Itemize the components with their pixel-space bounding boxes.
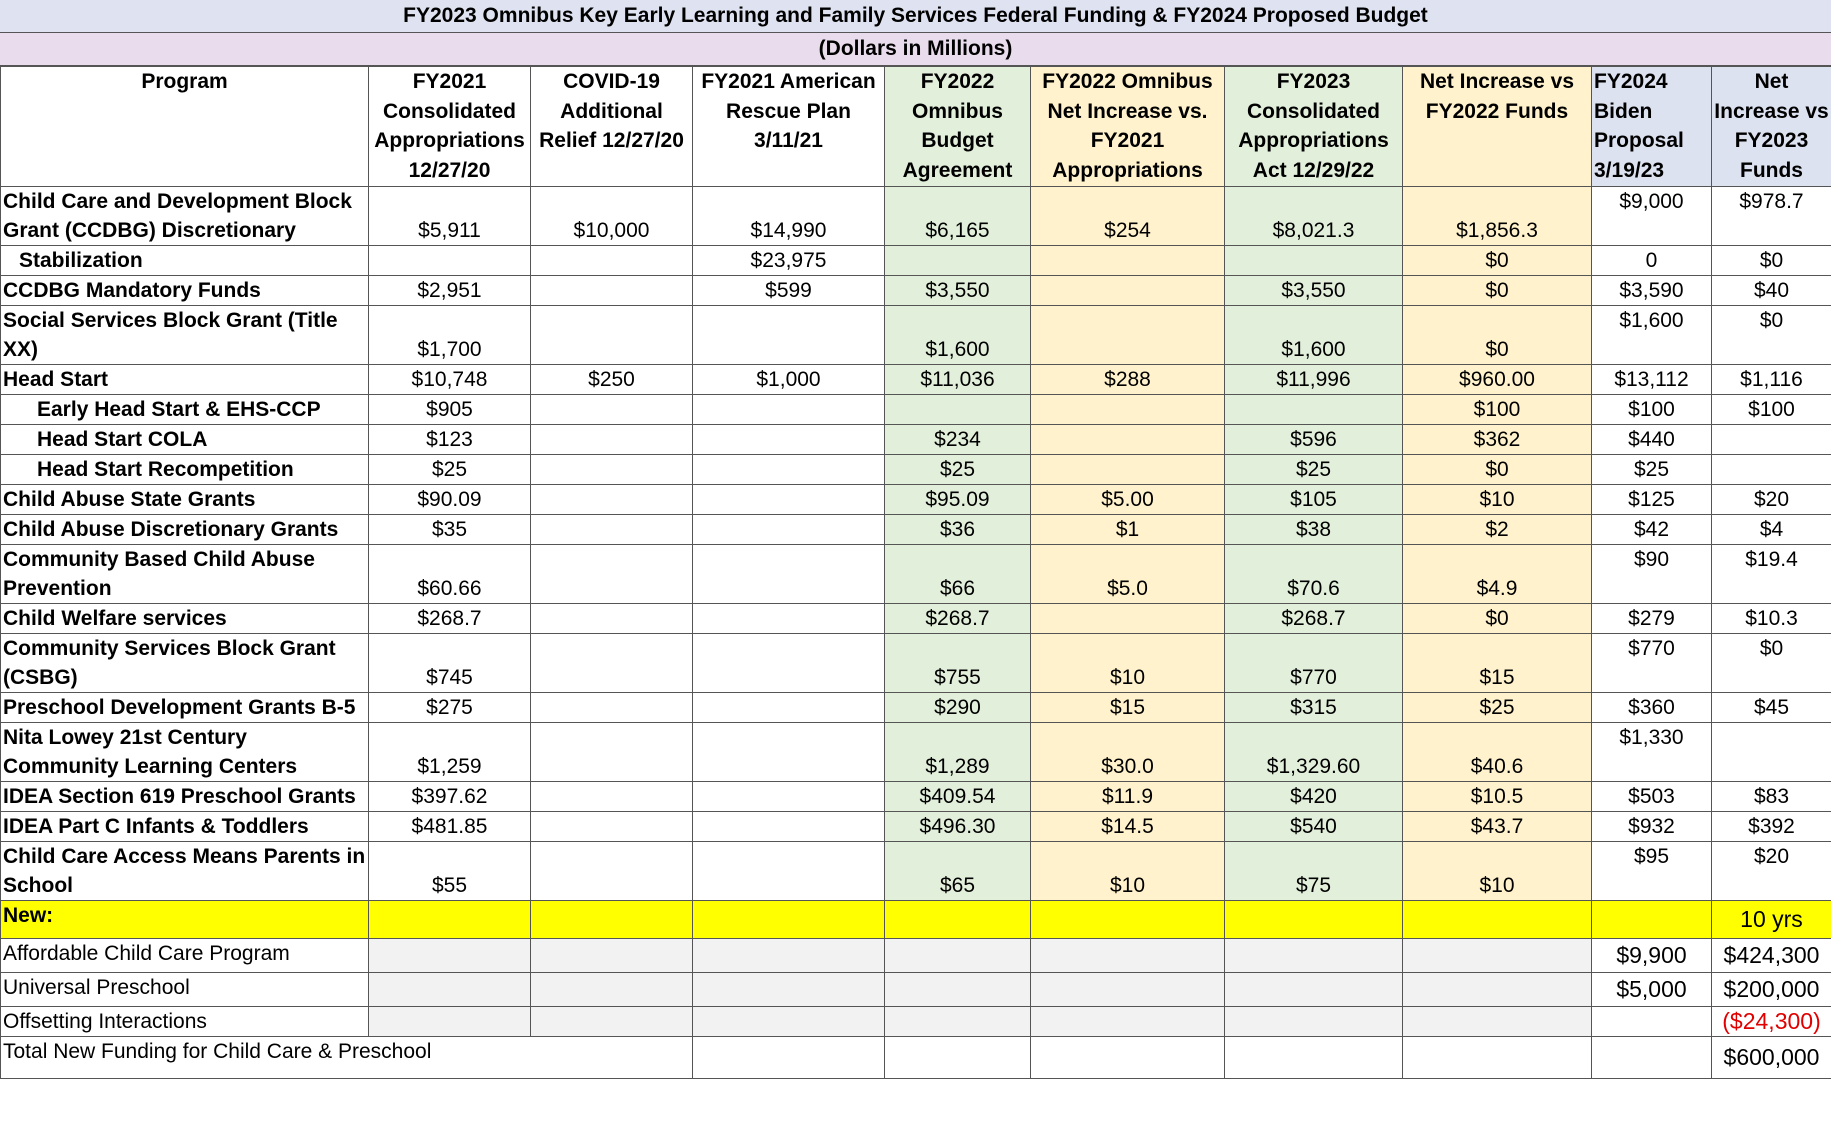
- header-fy2023-net[interactable]: Net Increase vs FY2022 Funds: [1403, 67, 1592, 187]
- cell-program[interactable]: Early Head Start & EHS-CCP: [1, 395, 369, 425]
- header-covid[interactable]: COVID-19 Additional Relief 12/27/20: [531, 67, 693, 187]
- cell-arp[interactable]: [693, 545, 885, 604]
- cell-fy2024[interactable]: $3,590: [1592, 276, 1712, 306]
- cell-program[interactable]: Child Welfare services: [1, 604, 369, 634]
- cell-arp[interactable]: [693, 306, 885, 365]
- cell-arp[interactable]: [693, 395, 885, 425]
- cell-covid[interactable]: [531, 455, 693, 485]
- new-section-period[interactable]: 10 yrs: [1712, 901, 1831, 939]
- cell-fy2021[interactable]: $905: [369, 395, 531, 425]
- cell-fy2023-net[interactable]: $4.9: [1403, 545, 1592, 604]
- cell-fy2022-net[interactable]: $1: [1031, 515, 1225, 545]
- empty-cell[interactable]: [885, 939, 1031, 973]
- cell-fy2022-net[interactable]: $254: [1031, 187, 1225, 246]
- cell-fy2021[interactable]: $25: [369, 455, 531, 485]
- cell-fy2024-net[interactable]: $0: [1712, 634, 1831, 693]
- cell-fy2022[interactable]: [885, 395, 1031, 425]
- empty-cell[interactable]: [1031, 973, 1225, 1007]
- cell-fy2021[interactable]: $2,951: [369, 276, 531, 306]
- empty-cell[interactable]: [1403, 973, 1592, 1007]
- cell-fy2024[interactable]: $503: [1592, 782, 1712, 812]
- cell-fy2024-net[interactable]: $0: [1712, 306, 1831, 365]
- cell-covid[interactable]: [531, 812, 693, 842]
- empty-cell[interactable]: [369, 973, 531, 1007]
- new-section-row: [1, 901, 1831, 939]
- cell-covid[interactable]: [531, 246, 693, 276]
- cell-fy2021[interactable]: [369, 246, 531, 276]
- cell-covid[interactable]: [531, 515, 693, 545]
- cell-fy2021[interactable]: $397.62: [369, 782, 531, 812]
- cell-fy2021[interactable]: $123: [369, 425, 531, 455]
- table-row: [1, 485, 1831, 515]
- header-fy2024[interactable]: FY2024 Biden Proposal 3/19/23: [1592, 67, 1712, 187]
- header-fy2022-net[interactable]: FY2022 Omnibus Net Increase vs. FY2021 Appropriations: [1031, 67, 1225, 187]
- cell-fy2024-net[interactable]: $0: [1712, 246, 1831, 276]
- empty-cell[interactable]: [369, 939, 531, 973]
- cell-fy2022-net[interactable]: $11.9: [1031, 782, 1225, 812]
- total-row: [1, 1037, 1831, 1079]
- cell-fy2023-net[interactable]: $10: [1403, 485, 1592, 515]
- cell-fy2022-net[interactable]: [1031, 455, 1225, 485]
- cell-fy2023-net[interactable]: $10: [1403, 842, 1592, 901]
- cell-fy2022[interactable]: [885, 246, 1031, 276]
- empty-cell[interactable]: [369, 1007, 531, 1037]
- empty-cell[interactable]: [1225, 1037, 1403, 1079]
- total-label[interactable]: Total New Funding for Child Care & Preschool: [1, 1037, 693, 1079]
- cell-fy2024[interactable]: $770: [1592, 634, 1712, 693]
- cell-fy2021[interactable]: $60.66: [369, 545, 531, 604]
- cell-fy2022[interactable]: $1,600: [885, 306, 1031, 365]
- cell-fy2024-net[interactable]: $20: [1712, 842, 1831, 901]
- cell-fy2024-net[interactable]: $10.3: [1712, 604, 1831, 634]
- cell-program[interactable]: Head Start COLA: [1, 425, 369, 455]
- cell-fy2024[interactable]: $9,900: [1592, 939, 1712, 973]
- cell-fy2022-net[interactable]: [1031, 604, 1225, 634]
- empty-cell[interactable]: [1031, 1037, 1225, 1079]
- cell-fy2023-net[interactable]: $0: [1403, 455, 1592, 485]
- cell-covid[interactable]: [531, 306, 693, 365]
- cell-fy2021[interactable]: $5,911: [369, 187, 531, 246]
- table-row: [1, 425, 1831, 455]
- cell-fy2023[interactable]: $70.6: [1225, 545, 1403, 604]
- table-row: [1, 395, 1831, 425]
- empty-cell[interactable]: [693, 973, 885, 1007]
- cell-fy2024-net[interactable]: $200,000: [1712, 973, 1831, 1007]
- cell-fy2024[interactable]: $13,112: [1592, 365, 1712, 395]
- cell-fy2023-net[interactable]: $362: [1403, 425, 1592, 455]
- cell-covid[interactable]: [531, 604, 693, 634]
- cell-fy2022[interactable]: $66: [885, 545, 1031, 604]
- empty-cell[interactable]: [885, 1037, 1031, 1079]
- cell-fy2024[interactable]: 0: [1592, 246, 1712, 276]
- empty-cell[interactable]: [1403, 901, 1592, 939]
- empty-cell[interactable]: [885, 1007, 1031, 1037]
- cell-fy2024-net[interactable]: $45: [1712, 693, 1831, 723]
- cell-arp[interactable]: [693, 842, 885, 901]
- table-title: FY2023 Omnibus Key Early Learning and Family Services Federal Funding & FY2024 Proposed Budget: [0, 0, 1831, 33]
- cell-arp[interactable]: [693, 485, 885, 515]
- cell-fy2024[interactable]: $90: [1592, 545, 1712, 604]
- cell-fy2023[interactable]: $11,996: [1225, 365, 1403, 395]
- cell-program[interactable]: Preschool Development Grants B-5: [1, 693, 369, 723]
- cell-program[interactable]: IDEA Section 619 Preschool Grants: [1, 782, 369, 812]
- cell-fy2024-net[interactable]: [1712, 723, 1831, 782]
- cell-fy2022-net[interactable]: $15: [1031, 693, 1225, 723]
- cell-fy2024-net[interactable]: $978.7: [1712, 187, 1831, 246]
- new-program-name[interactable]: Offsetting Interactions: [1, 1007, 369, 1037]
- cell-arp[interactable]: [693, 425, 885, 455]
- cell-fy2021[interactable]: $1,700: [369, 306, 531, 365]
- cell-arp[interactable]: [693, 812, 885, 842]
- table-row: [1, 693, 1831, 723]
- header-fy2024-net[interactable]: Net Increase vs FY2023 Funds: [1712, 67, 1831, 187]
- cell-fy2022-net[interactable]: $10: [1031, 842, 1225, 901]
- cell-fy2024-net[interactable]: $392: [1712, 812, 1831, 842]
- empty-cell[interactable]: [531, 973, 693, 1007]
- cell-covid[interactable]: [531, 842, 693, 901]
- cell-fy2021[interactable]: $55: [369, 842, 531, 901]
- cell-fy2024[interactable]: $360: [1592, 693, 1712, 723]
- table-row: [1, 515, 1831, 545]
- cell-fy2024-net[interactable]: $100: [1712, 395, 1831, 425]
- table-row: [1, 306, 1831, 365]
- cell-fy2023[interactable]: $596: [1225, 425, 1403, 455]
- table-row: [1, 455, 1831, 485]
- empty-cell[interactable]: [1031, 901, 1225, 939]
- cell-covid[interactable]: [531, 395, 693, 425]
- cell-fy2022[interactable]: $1,289: [885, 723, 1031, 782]
- cell-fy2023[interactable]: $540: [1225, 812, 1403, 842]
- cell-fy2022-net[interactable]: $10: [1031, 634, 1225, 693]
- cell-covid[interactable]: $250: [531, 365, 693, 395]
- cell-fy2023[interactable]: $3,550: [1225, 276, 1403, 306]
- cell-fy2024[interactable]: [1592, 1007, 1712, 1037]
- new-program-row: [1, 939, 1831, 973]
- empty-cell[interactable]: [693, 1037, 885, 1079]
- table-row: [1, 545, 1831, 604]
- cell-program[interactable]: IDEA Part C Infants & Toddlers: [1, 812, 369, 842]
- cell-fy2024-net[interactable]: $40: [1712, 276, 1831, 306]
- cell-fy2022[interactable]: $11,036: [885, 365, 1031, 395]
- cell-fy2024-net[interactable]: [1712, 425, 1831, 455]
- cell-fy2022[interactable]: $25: [885, 455, 1031, 485]
- cell-fy2023-net[interactable]: $10.5: [1403, 782, 1592, 812]
- cell-fy2023-net[interactable]: $0: [1403, 246, 1592, 276]
- empty-cell[interactable]: [531, 939, 693, 973]
- cell-arp[interactable]: [693, 604, 885, 634]
- cell-fy2022-net[interactable]: $5.0: [1031, 545, 1225, 604]
- cell-fy2022-net[interactable]: [1031, 246, 1225, 276]
- cell-fy2024[interactable]: $1,600: [1592, 306, 1712, 365]
- cell-fy2022[interactable]: $268.7: [885, 604, 1031, 634]
- cell-fy2024[interactable]: $42: [1592, 515, 1712, 545]
- cell-fy2023-net[interactable]: $100: [1403, 395, 1592, 425]
- cell-fy2023-net[interactable]: $43.7: [1403, 812, 1592, 842]
- cell-fy2023-net[interactable]: $0: [1403, 604, 1592, 634]
- table-row: [1, 187, 1831, 246]
- table-row: [1, 723, 1831, 782]
- empty-cell[interactable]: [1403, 939, 1592, 973]
- table-row: [1, 276, 1831, 306]
- table-row: [1, 604, 1831, 634]
- empty-cell[interactable]: [1403, 1007, 1592, 1037]
- cell-fy2024[interactable]: $279: [1592, 604, 1712, 634]
- cell-fy2021[interactable]: $481.85: [369, 812, 531, 842]
- cell-arp[interactable]: [693, 693, 885, 723]
- cell-program[interactable]: Child Abuse State Grants: [1, 485, 369, 515]
- cell-program[interactable]: Stabilization: [1, 246, 369, 276]
- table-row: [1, 812, 1831, 842]
- cell-fy2023[interactable]: $770: [1225, 634, 1403, 693]
- new-program-name[interactable]: Universal Preschool: [1, 973, 369, 1007]
- empty-cell[interactable]: [1225, 901, 1403, 939]
- cell-covid[interactable]: [531, 782, 693, 812]
- cell-fy2022-net[interactable]: [1031, 425, 1225, 455]
- cell-arp[interactable]: $14,990: [693, 187, 885, 246]
- cell-fy2022[interactable]: $95.09: [885, 485, 1031, 515]
- cell-covid[interactable]: [531, 485, 693, 515]
- cell-fy2024-net[interactable]: ($24,300): [1712, 1007, 1831, 1037]
- header-fy2022[interactable]: FY2022 Omnibus Budget Agreement: [885, 67, 1031, 187]
- cell-fy2024-net[interactable]: [1712, 455, 1831, 485]
- cell-fy2023-net[interactable]: $0: [1403, 276, 1592, 306]
- cell-fy2024-net[interactable]: $20: [1712, 485, 1831, 515]
- cell-covid[interactable]: [531, 545, 693, 604]
- cell-covid[interactable]: [531, 634, 693, 693]
- funding-table: [0, 66, 1831, 1079]
- cell-fy2023-net[interactable]: $40.6: [1403, 723, 1592, 782]
- cell-fy2023-net[interactable]: $960.00: [1403, 365, 1592, 395]
- cell-program[interactable]: Social Services Block Grant (Title XX): [1, 306, 369, 365]
- empty-cell[interactable]: [369, 901, 531, 939]
- cell-fy2023-net[interactable]: $2: [1403, 515, 1592, 545]
- cell-fy2022-net[interactable]: $30.0: [1031, 723, 1225, 782]
- cell-program[interactable]: Community Based Child Abuse Prevention: [1, 545, 369, 604]
- empty-cell[interactable]: [885, 973, 1031, 1007]
- cell-program[interactable]: Child Care Access Means Parents in School: [1, 842, 369, 901]
- cell-fy2022-net[interactable]: $14.5: [1031, 812, 1225, 842]
- cell-fy2022[interactable]: $36: [885, 515, 1031, 545]
- cell-fy2024[interactable]: $5,000: [1592, 973, 1712, 1007]
- cell-fy2022[interactable]: $496.30: [885, 812, 1031, 842]
- cell-fy2024[interactable]: $95: [1592, 842, 1712, 901]
- cell-arp[interactable]: $23,975: [693, 246, 885, 276]
- cell-covid[interactable]: [531, 723, 693, 782]
- cell-fy2023[interactable]: $1,600: [1225, 306, 1403, 365]
- table-row: [1, 365, 1831, 395]
- table-subtitle: (Dollars in Millions): [0, 33, 1831, 66]
- header-row: [1, 67, 1831, 187]
- cell-fy2023[interactable]: $105: [1225, 485, 1403, 515]
- empty-cell[interactable]: [1225, 973, 1403, 1007]
- cell-fy2023[interactable]: $420: [1225, 782, 1403, 812]
- cell-arp[interactable]: $599: [693, 276, 885, 306]
- cell-arp[interactable]: [693, 634, 885, 693]
- table-row: [1, 842, 1831, 901]
- header-fy2023[interactable]: FY2023 Consolidated Appropriations Act 12/29/22: [1225, 67, 1403, 187]
- cell-fy2023[interactable]: $268.7: [1225, 604, 1403, 634]
- cell-fy2022[interactable]: $755: [885, 634, 1031, 693]
- table-body: [1, 187, 1831, 1079]
- cell-fy2021[interactable]: $35: [369, 515, 531, 545]
- cell-program[interactable]: Community Services Block Grant (CSBG): [1, 634, 369, 693]
- cell-fy2023[interactable]: [1225, 395, 1403, 425]
- empty-cell[interactable]: [885, 901, 1031, 939]
- empty-cell[interactable]: [531, 1007, 693, 1037]
- cell-arp[interactable]: [693, 515, 885, 545]
- cell-fy2021[interactable]: $745: [369, 634, 531, 693]
- cell-fy2022-net[interactable]: [1031, 276, 1225, 306]
- cell-arp[interactable]: [693, 455, 885, 485]
- empty-cell[interactable]: [693, 1007, 885, 1037]
- new-program-row: [1, 973, 1831, 1007]
- empty-cell[interactable]: [1225, 1007, 1403, 1037]
- total-value[interactable]: $600,000: [1712, 1037, 1831, 1079]
- new-program-row: [1, 1007, 1831, 1037]
- cell-fy2024-net[interactable]: $1,116: [1712, 365, 1831, 395]
- cell-fy2024[interactable]: $100: [1592, 395, 1712, 425]
- cell-fy2024[interactable]: $125: [1592, 485, 1712, 515]
- cell-fy2023[interactable]: $38: [1225, 515, 1403, 545]
- cell-fy2024[interactable]: $440: [1592, 425, 1712, 455]
- cell-fy2023-net[interactable]: $25: [1403, 693, 1592, 723]
- cell-program[interactable]: Child Abuse Discretionary Grants: [1, 515, 369, 545]
- empty-cell[interactable]: [693, 901, 885, 939]
- cell-covid[interactable]: [531, 693, 693, 723]
- cell-fy2024[interactable]: $932: [1592, 812, 1712, 842]
- cell-fy2021[interactable]: $1,259: [369, 723, 531, 782]
- cell-fy2022-net[interactable]: [1031, 395, 1225, 425]
- cell-fy2024-net[interactable]: $19.4: [1712, 545, 1831, 604]
- header-arp[interactable]: FY2021 American Rescue Plan 3/11/21: [693, 67, 885, 187]
- cell-arp[interactable]: [693, 782, 885, 812]
- cell-arp[interactable]: [693, 723, 885, 782]
- table-row: [1, 246, 1831, 276]
- cell-program[interactable]: Head Start Recompetition: [1, 455, 369, 485]
- cell-fy2023[interactable]: $75: [1225, 842, 1403, 901]
- cell-fy2022[interactable]: $409.54: [885, 782, 1031, 812]
- cell-fy2023[interactable]: [1225, 246, 1403, 276]
- cell-fy2022[interactable]: $6,165: [885, 187, 1031, 246]
- cell-fy2021[interactable]: $90.09: [369, 485, 531, 515]
- cell-fy2024[interactable]: $25: [1592, 455, 1712, 485]
- empty-cell[interactable]: [693, 939, 885, 973]
- table-row: [1, 782, 1831, 812]
- cell-covid[interactable]: [531, 276, 693, 306]
- cell-arp[interactable]: $1,000: [693, 365, 885, 395]
- cell-fy2022[interactable]: $234: [885, 425, 1031, 455]
- table-row: [1, 634, 1831, 693]
- cell-fy2022[interactable]: $65: [885, 842, 1031, 901]
- cell-fy2022-net[interactable]: [1031, 306, 1225, 365]
- cell-program[interactable]: Child Care and Development Block Grant (CCDBG) Discretionary: [1, 187, 369, 246]
- cell-fy2024-net[interactable]: $83: [1712, 782, 1831, 812]
- cell-program[interactable]: Head Start: [1, 365, 369, 395]
- cell-fy2022[interactable]: $3,550: [885, 276, 1031, 306]
- cell-fy2021[interactable]: $275: [369, 693, 531, 723]
- cell-fy2022[interactable]: $290: [885, 693, 1031, 723]
- cell-fy2023-net[interactable]: $1,856.3: [1403, 187, 1592, 246]
- cell-fy2022-net[interactable]: $288: [1031, 365, 1225, 395]
- header-program[interactable]: Program: [1, 67, 369, 187]
- cell-fy2022-net[interactable]: $5.00: [1031, 485, 1225, 515]
- cell-program[interactable]: CCDBG Mandatory Funds: [1, 276, 369, 306]
- empty-cell[interactable]: [531, 901, 693, 939]
- header-fy2021[interactable]: FY2021 Consolidated Appropriations 12/27/20: [369, 67, 531, 187]
- cell-fy2021[interactable]: $268.7: [369, 604, 531, 634]
- empty-cell[interactable]: [1592, 901, 1712, 939]
- cell-fy2023[interactable]: $1,329.60: [1225, 723, 1403, 782]
- cell-covid[interactable]: [531, 425, 693, 455]
- cell-fy2023[interactable]: $315: [1225, 693, 1403, 723]
- empty-cell[interactable]: [1225, 939, 1403, 973]
- cell-program[interactable]: Nita Lowey 21st Century Community Learning Centers: [1, 723, 369, 782]
- cell-fy2024-net[interactable]: $4: [1712, 515, 1831, 545]
- empty-cell[interactable]: [1031, 939, 1225, 973]
- cell-fy2023[interactable]: $8,021.3: [1225, 187, 1403, 246]
- empty-cell[interactable]: [1031, 1007, 1225, 1037]
- cell-covid[interactable]: $10,000: [531, 187, 693, 246]
- new-section-label[interactable]: New:: [1, 901, 369, 939]
- cell-fy2023[interactable]: $25: [1225, 455, 1403, 485]
- new-program-name[interactable]: Affordable Child Care Program: [1, 939, 369, 973]
- cell-fy2024[interactable]: $9,000: [1592, 187, 1712, 246]
- cell-fy2023-net[interactable]: $0: [1403, 306, 1592, 365]
- cell-fy2021[interactable]: $10,748: [369, 365, 531, 395]
- cell-fy2023-net[interactable]: $15: [1403, 634, 1592, 693]
- empty-cell[interactable]: [1592, 1037, 1712, 1079]
- cell-fy2024-net[interactable]: $424,300: [1712, 939, 1831, 973]
- empty-cell[interactable]: [1403, 1037, 1592, 1079]
- cell-fy2024[interactable]: $1,330: [1592, 723, 1712, 782]
